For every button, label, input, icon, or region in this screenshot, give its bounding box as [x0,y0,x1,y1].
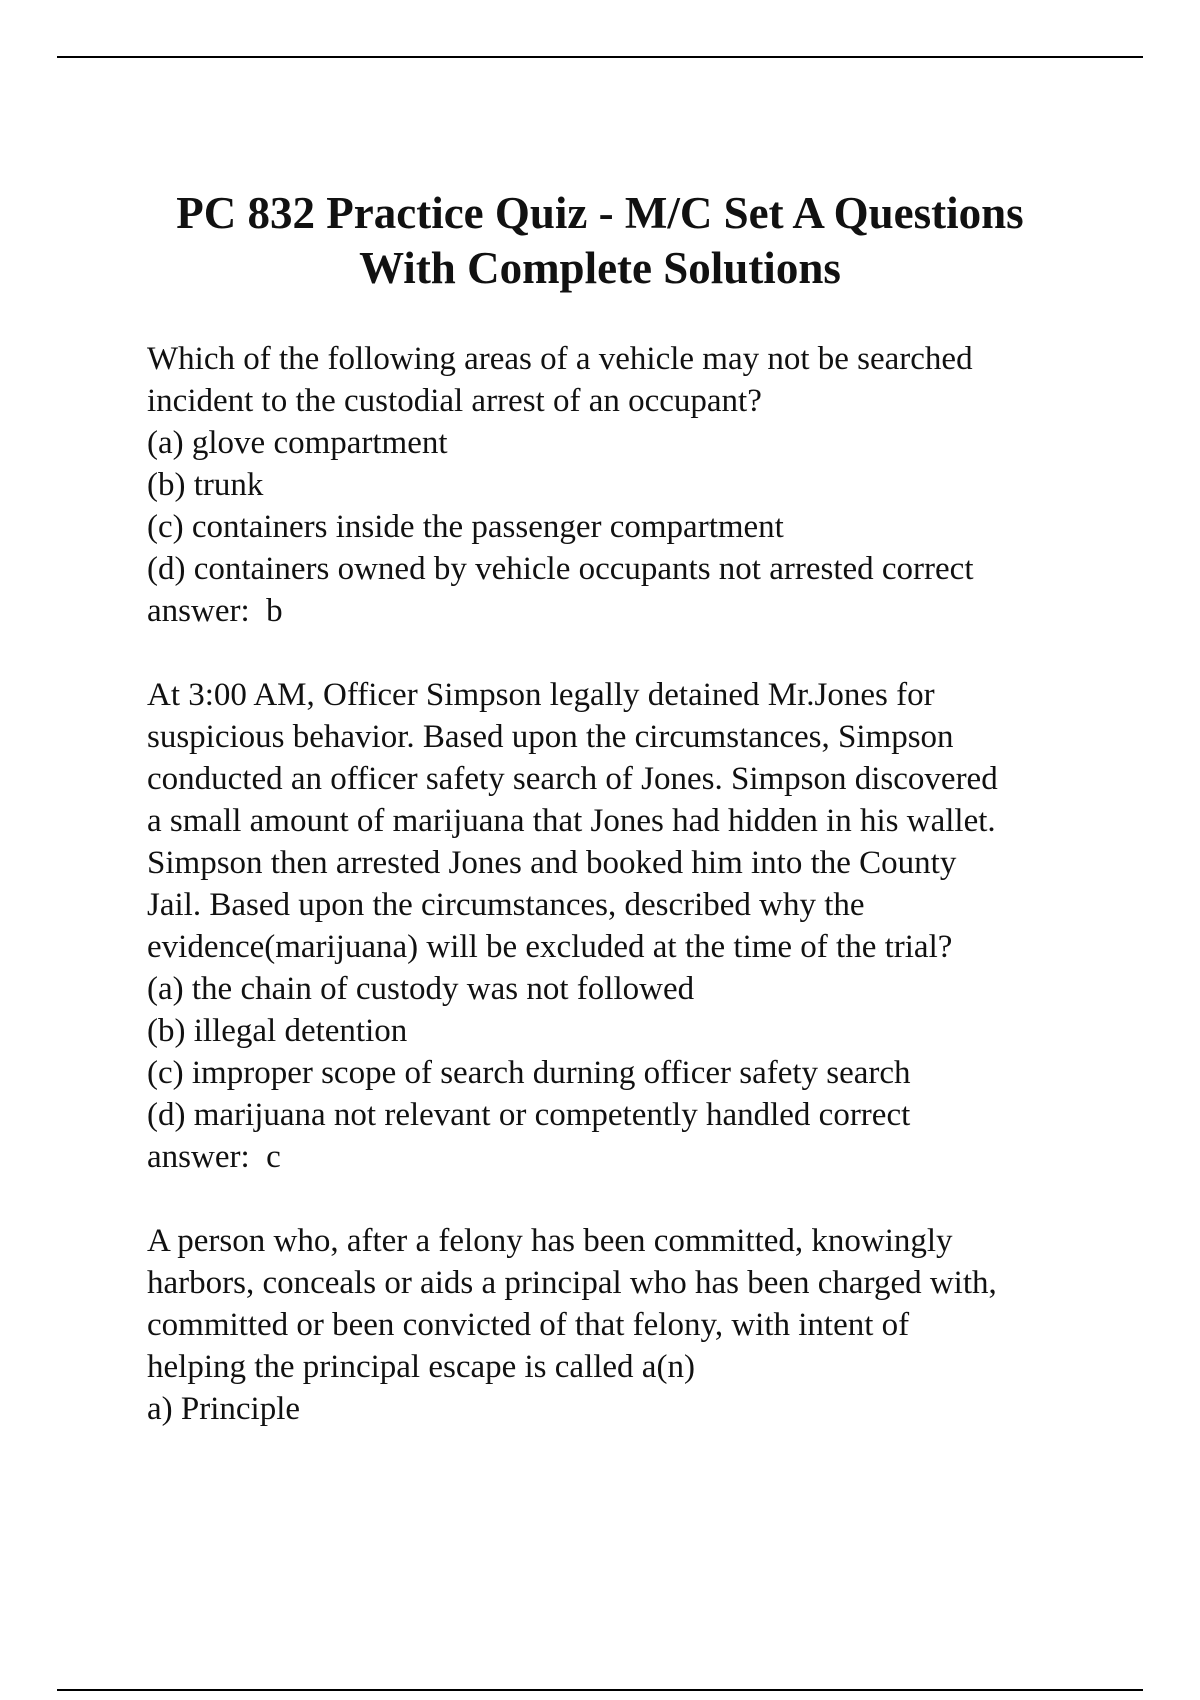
answer-option: (a) the chain of custody was not followed [147,971,695,1007]
question-text-line: conducted an officer safety search of Jones. Simpson discovered [147,761,998,797]
answer-option: (b) illegal detention [147,1013,408,1049]
document-body [147,338,1107,1430]
correct-answer: answer: c [147,1139,281,1175]
question-text-line: helping the principal escape is called a(n) [147,1349,695,1385]
paragraph-gap [147,632,1107,674]
question-2 [147,674,1107,1178]
question-text-line: a small amount of marijuana that Jones had hidden in his wallet. [147,803,996,839]
question-text-line: incident to the custodial arrest of an occupant? [147,383,762,419]
answer-option: (d) containers owned by vehicle occupants not arrested correct [147,551,974,587]
question-text-line: harbors, conceals or aids a principal who has been charged with, [147,1265,997,1301]
title-line: PC 832 Practice Quiz - M/C Set A Questions [176,188,1024,238]
answer-option: (a) glove compartment [147,425,448,461]
question-text-line: A person who, after a felony has been committed, knowingly [147,1223,953,1259]
answer-option: a) Principle [147,1391,301,1427]
question-3 [147,1220,1107,1430]
question-text-line: Jail. Based upon the circumstances, described why the [147,887,865,923]
answer-option: (d) marijuana not relevant or competently handled correct [147,1097,911,1133]
correct-answer: answer: b [147,593,283,629]
title-line: With Complete Solutions [359,243,841,293]
answer-option: (b) trunk [147,467,264,503]
question-text-line: Which of the following areas of a vehicle may not be searched [147,341,973,377]
document-title [100,186,1100,296]
question-text-line: Simpson then arrested Jones and booked him into the County [147,845,957,881]
question-text-line: At 3:00 AM, Officer Simpson legally detained Mr.Jones for [147,677,935,713]
question-text-line: evidence(marijuana) will be excluded at the time of the trial? [147,929,953,965]
paragraph-gap [147,1178,1107,1220]
question-1 [147,338,1107,632]
question-text-line: committed or been convicted of that felony, with intent of [147,1307,910,1343]
answer-option: (c) improper scope of search durning officer safety search [147,1055,911,1091]
answer-option: (c) containers inside the passenger compartment [147,509,784,545]
bottom-rule [57,1689,1143,1691]
top-rule [57,56,1143,58]
question-text-line: suspicious behavior. Based upon the circumstances, Simpson [147,719,954,755]
